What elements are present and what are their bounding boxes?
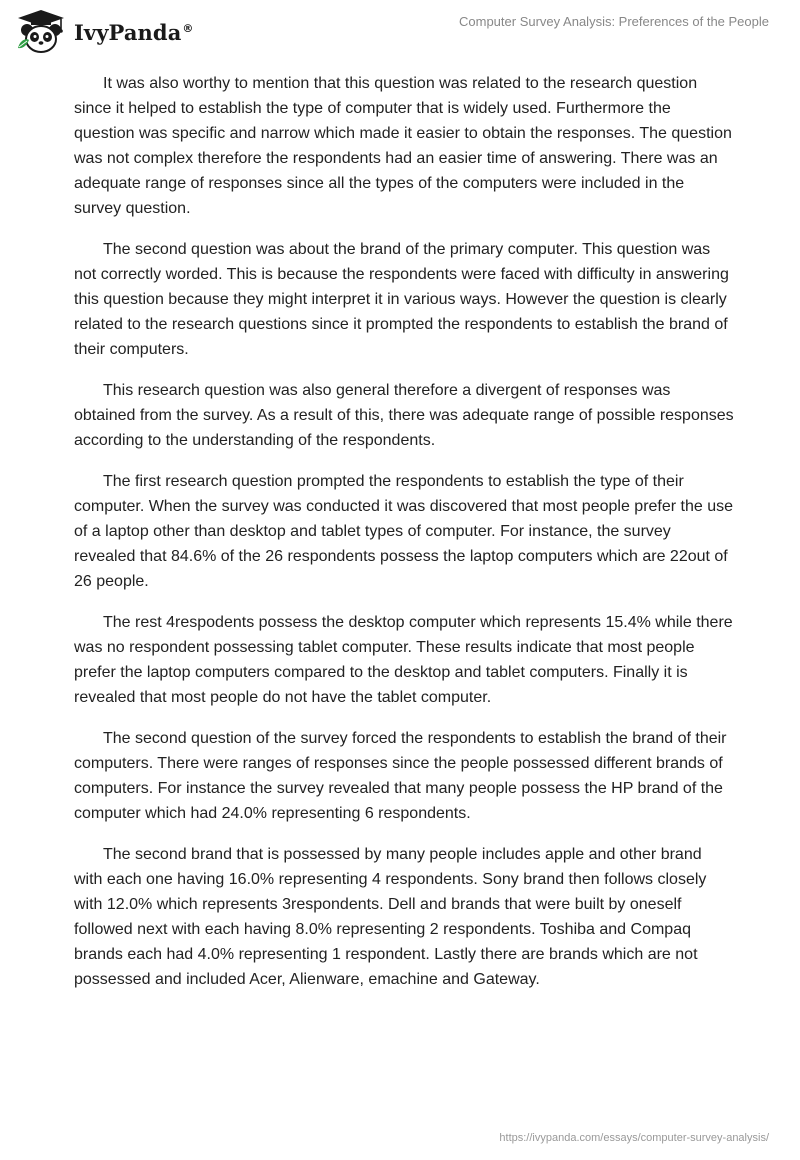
page-header [0, 0, 800, 60]
ivypanda-logo[interactable] [14, 8, 194, 54]
essay-body [74, 71, 734, 1008]
paragraph-7: The second brand that is possessed by many people includes apple and other brand with each one having 16.0% representing 4 respondents. Sony brand then follows closely with 12.0% which represents 3respondents. Dell and brands that were built by oneself followed next with each having 8.0% representing 2 respondents. Toshiba and Compaq brands each had 4.0% representing 1 respondent. Lastly there are brands which are not possessed and included Acer, Alienware, emachine and Gateway. [74, 846, 707, 988]
document-title: Computer Survey Analysis: Preferences of the People [459, 14, 769, 29]
panda-graduate-icon [14, 8, 68, 54]
registered-mark: ® [182, 21, 194, 35]
paragraph-6: The second question of the survey forced the respondents to establish the brand of their computers. There were ranges of responses since the people possessed different brands of computers. For instance the survey revealed that many people possess the HP brand of the computer which had 24.0% representing 6 respondents. [74, 730, 727, 822]
source-url[interactable]: https://ivypanda.com/essays/computer-survey-analysis/ [499, 1132, 769, 1144]
paragraph-3: This research question was also general therefore a divergent of responses was obtained from the survey. As a result of this, there was adequate range of possible responses according to the understanding of the respondents. [74, 382, 734, 449]
paragraph-5: The rest 4respodents possess the desktop computer which represents 15.4% while there was no respondent possessing tablet computer. These results indicate that most people prefer the laptop computers compared to the desktop and tablet computers. Finally it is revealed that most people do not have the tablet computer. [74, 614, 733, 706]
paragraph-4: The first research question prompted the respondents to establish the type of their computer. When the survey was conducted it was discovered that most people prefer the use of a laptop other than desktop and tablet types of computer. For instance, the survey revealed that 84.6% of the 26 respondents possess the laptop computers which are 22out of 26 people. [74, 473, 734, 590]
paragraph-1: It was also worthy to mention that this question was related to the research question since it helped to establish the type of computer that is widely used. Furthermore the question was specific and narrow which made it easier to obtain the responses. The question was not complex therefore the respondents had an easier time of answering. There was an adequate range of responses since all the types of the computers were included in the survey question. [74, 75, 732, 217]
logo-wordmark: IvyPanda® [74, 19, 194, 45]
paragraph-2: The second question was about the brand of the primary computer. This question was not correctly worded. This is because the respondents were faced with difficulty in answering this question because they might interpret it in various ways. However the question is clearly related to the research questions since it prompted the respondents to establish the brand of their computers. [74, 241, 729, 358]
